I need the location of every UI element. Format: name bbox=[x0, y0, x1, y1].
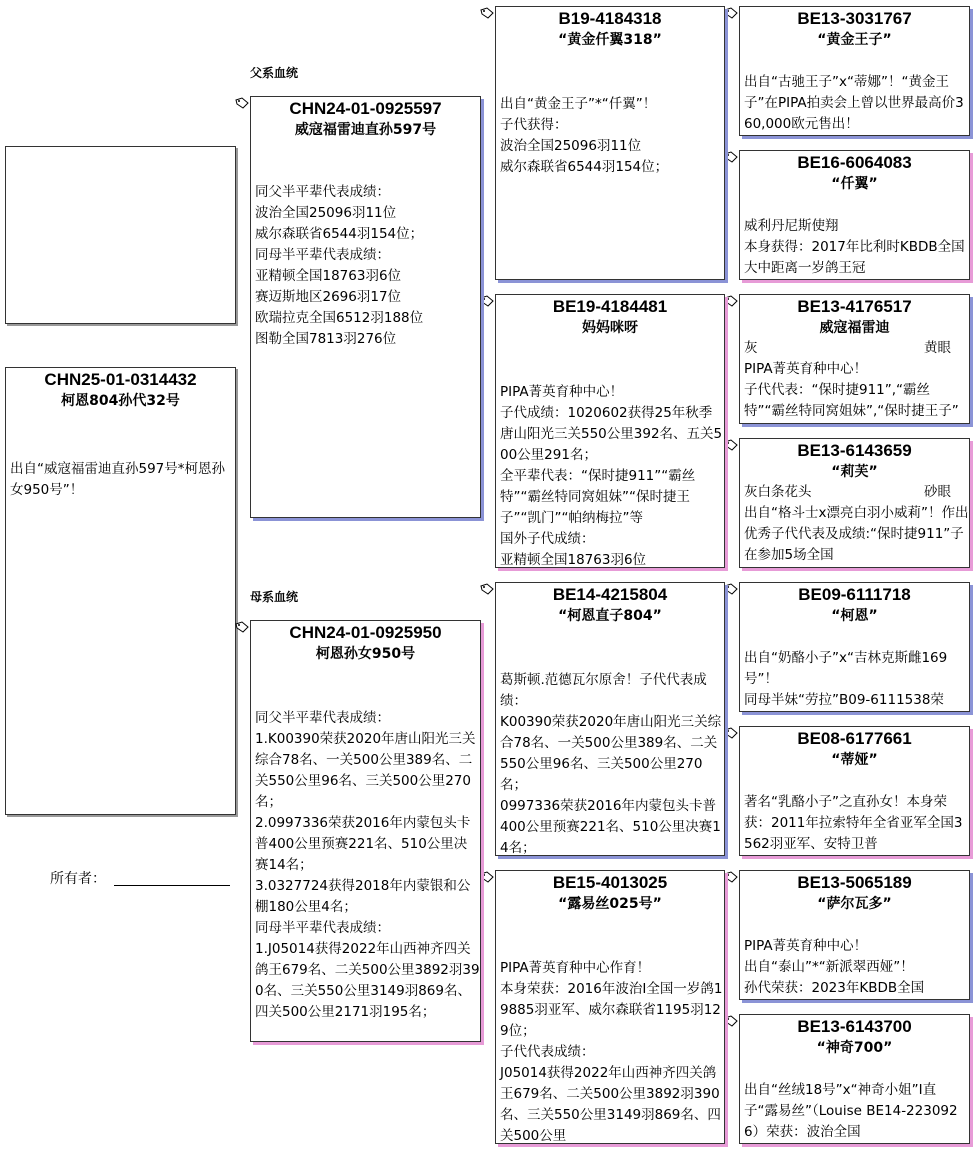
dam-ring-number: CHN24-01-0925950 bbox=[289, 623, 442, 642]
tag-icon bbox=[724, 727, 738, 739]
dam-sire-description: 葛斯顿.范德瓦尔原舍！子代代表成绩： K00390荣获2020年唐山阳光三关综合78名、一关500公里389名、二关550公里96名、三关500公里270名； 0997336荣获2016年内蒙包头卡普400公里预赛221名、510公里决赛14名； bbox=[500, 672, 722, 856]
sdd-ring-number: BE13-6143659 bbox=[797, 441, 912, 460]
dam-dam-card bbox=[495, 870, 725, 1144]
paternal-line-label: 父系血统 bbox=[250, 66, 299, 80]
sire-dam-card bbox=[495, 294, 725, 568]
dam-name: 柯恩孙女950号 bbox=[315, 646, 416, 662]
dam-card bbox=[250, 620, 481, 1042]
dsd-description: 著名“乳酪小子”之直孙女！本身荣获：2011年拉索特年全省亚军全国3562羽亚军、安特卫普 bbox=[744, 794, 963, 852]
dam-dam-name: “露易丝025号” bbox=[558, 896, 662, 912]
sire-dam-name: 妈妈咪呀 bbox=[582, 320, 638, 336]
tag-icon bbox=[480, 871, 494, 883]
dam-sire-card bbox=[495, 582, 725, 856]
sire-description: 同父半平辈代表成绩： 波治全国25096羽11位 威尔森联省6544羽154位； 同母半平辈代表成绩： 亚精顿全国18763羽6位 赛迈斯地区2696羽17位 欧瑞拉克全国6512羽188位 图勒全国7813羽276位 bbox=[255, 184, 424, 347]
dam-sire-name: “柯恩直子804” bbox=[558, 608, 662, 624]
dss-name: “柯恩” bbox=[831, 608, 878, 624]
ddd-description: 出自“丝绒18号”x“神奇小姐”I直子“露易丝”（Louise BE14-2230926）荣获：波治全国 bbox=[744, 1082, 958, 1140]
sdd-eye: 砂眼 bbox=[924, 484, 951, 500]
tag-icon bbox=[724, 151, 738, 163]
tag-icon bbox=[724, 7, 738, 19]
dsd-ring-number: BE08-6177661 bbox=[797, 729, 912, 748]
sire-name: 威寇福雷迪直孙597号 bbox=[294, 122, 437, 138]
sdd-name: “莉芙” bbox=[831, 464, 878, 480]
dss-card bbox=[739, 582, 970, 712]
tag-icon bbox=[235, 621, 249, 633]
sire-sire-ring-number: B19-4184318 bbox=[558, 9, 662, 28]
dss-ring-number: BE09-6111718 bbox=[798, 585, 911, 604]
sdd-card bbox=[739, 438, 970, 568]
tag-icon bbox=[480, 583, 494, 595]
dds-ring-number: BE13-5065189 bbox=[797, 873, 912, 892]
dam-sire-ring-number: BE14-4215804 bbox=[552, 585, 668, 604]
sss-description: 出自“古驰王子”x“蒂娜”！“黄金王子”在PIPA拍卖会上曾以世界最高价360,000欧元售出！ bbox=[744, 74, 964, 132]
sds-eye: 黄眼 bbox=[924, 340, 951, 356]
dss-description: 出自“奶酪小子”x“吉林克斯雌169号”！ 同母半妹“劳拉”B09-6111538荣 bbox=[744, 650, 948, 708]
sdd-color: 灰白条花头 bbox=[744, 484, 812, 500]
ssd-description: 威利丹尼斯使翔 本身获得：2017年比利时KBDB全国大中距离一岁鸽王冠 bbox=[744, 218, 965, 276]
dam-dam-ring-number: BE15-4013025 bbox=[552, 873, 668, 892]
sds-color: 灰 bbox=[744, 340, 758, 356]
sss-card bbox=[739, 6, 970, 136]
subject-description: 出自“威寇福雷迪直孙597号*柯恩孙女950号”！ bbox=[10, 461, 226, 498]
ssd-ring-number: BE16-6064083 bbox=[797, 153, 912, 172]
sds-card bbox=[739, 294, 970, 424]
subject-ring-number: CHN25-01-0314432 bbox=[44, 370, 197, 389]
sss-ring-number: BE13-3031767 bbox=[797, 9, 912, 28]
dam-dam-description: PIPA菁英育种中心作育！ 本身荣获：2016年波治I全国一岁鸽19885羽亚军、威尔森联省1195羽129位； 子代代表成绩： J05014获得2022年山西神齐四关鸽王679名、二关500公里3892羽390名、三关550公里3149羽869名、四关500公里 bbox=[500, 960, 723, 1144]
ddd-card bbox=[739, 1014, 970, 1144]
tag-icon bbox=[480, 7, 494, 19]
sds-ring-number: BE13-4176517 bbox=[797, 297, 912, 316]
dds-description: PIPA菁英育种中心！ 出自“泰山”*“新派翠西娅”！ 孙代荣获：2023年KBDB全国 bbox=[744, 938, 925, 996]
sdd-description: 出自“格斗士x漂亮白羽小威莉”！作出优秀子代代表及成绩:“保时捷911”子在参加5场全国 bbox=[744, 505, 969, 563]
dsd-card bbox=[739, 726, 970, 856]
sds-name: 威寇福雷迪 bbox=[819, 320, 890, 336]
dds-card bbox=[739, 870, 970, 1000]
tag-icon bbox=[724, 1015, 738, 1027]
dsd-name: “蒂娅” bbox=[831, 752, 878, 768]
tag-icon bbox=[724, 583, 738, 595]
ssd-card bbox=[739, 150, 970, 280]
maternal-line-label: 母系血统 bbox=[250, 590, 299, 604]
tag-icon bbox=[480, 295, 494, 307]
dam-description: 同父半平辈代表成绩： 1.K00390荣获2020年唐山阳光三关综合78名、一关500公里389名、二关550公里96名、三关500公里270名； 2.0997336荣获2016年内蒙包头卡普400公里预赛221名、510公里决赛14名； 3.0327724获得2018年内蒙银和公棚180公里4名； 同母半平辈代表成绩： 1.J05014获得2022年山西神齐四关鸽王679名、二关500公里3892羽390名、三关550公里3149羽869名、四关500公里2171羽195名； bbox=[255, 710, 480, 1020]
ddd-ring-number: BE13-6143700 bbox=[797, 1017, 912, 1036]
sire-ring-number: CHN24-01-0925597 bbox=[289, 99, 442, 118]
tag-icon bbox=[235, 97, 249, 109]
ddd-name: “神奇700” bbox=[816, 1040, 893, 1056]
owner-label: 所有者： bbox=[50, 871, 106, 887]
ssd-name: “仟翼” bbox=[831, 176, 878, 192]
tag-icon bbox=[724, 871, 738, 883]
sire-sire-name: “黄金仟翼318” bbox=[558, 32, 662, 48]
dds-name: “萨尔瓦多” bbox=[817, 896, 892, 912]
owner-field-line bbox=[114, 885, 230, 886]
sire-card bbox=[250, 96, 481, 518]
sss-name: “黄金王子” bbox=[817, 32, 892, 48]
tag-icon bbox=[724, 295, 738, 307]
sds-description: PIPA菁英育种中心！ 子代代表：“保时捷911”,“霸丝特”“霸丝特同窝姐妹”,“保时捷王子” bbox=[744, 361, 959, 419]
pigeon-photo-frame bbox=[5, 146, 236, 324]
sire-sire-card bbox=[495, 6, 725, 280]
subject-name: 柯恩804孙代32号 bbox=[61, 393, 180, 409]
sire-dam-ring-number: BE19-4184481 bbox=[552, 297, 668, 316]
sire-dam-description: PIPA菁英育种中心！ 子代成绩：1020602获得25年秋季唐山阳光三关550公里392名、五关500公里291名； 全平辈代表：“保时捷911”“霸丝特”“霸丝特同窝姐妹”“保时捷王子”“凯门”“帕纳梅拉”等 国外子代成绩： 亚精顿全国18763羽6位 bbox=[500, 384, 723, 568]
tag-icon bbox=[724, 439, 738, 451]
subject-card bbox=[5, 367, 236, 815]
sire-sire-description: 出自“黄金王子”*“仟翼”！ 子代获得： 波治全国25096羽11位 威尔森联省6544羽154位； bbox=[500, 96, 669, 175]
